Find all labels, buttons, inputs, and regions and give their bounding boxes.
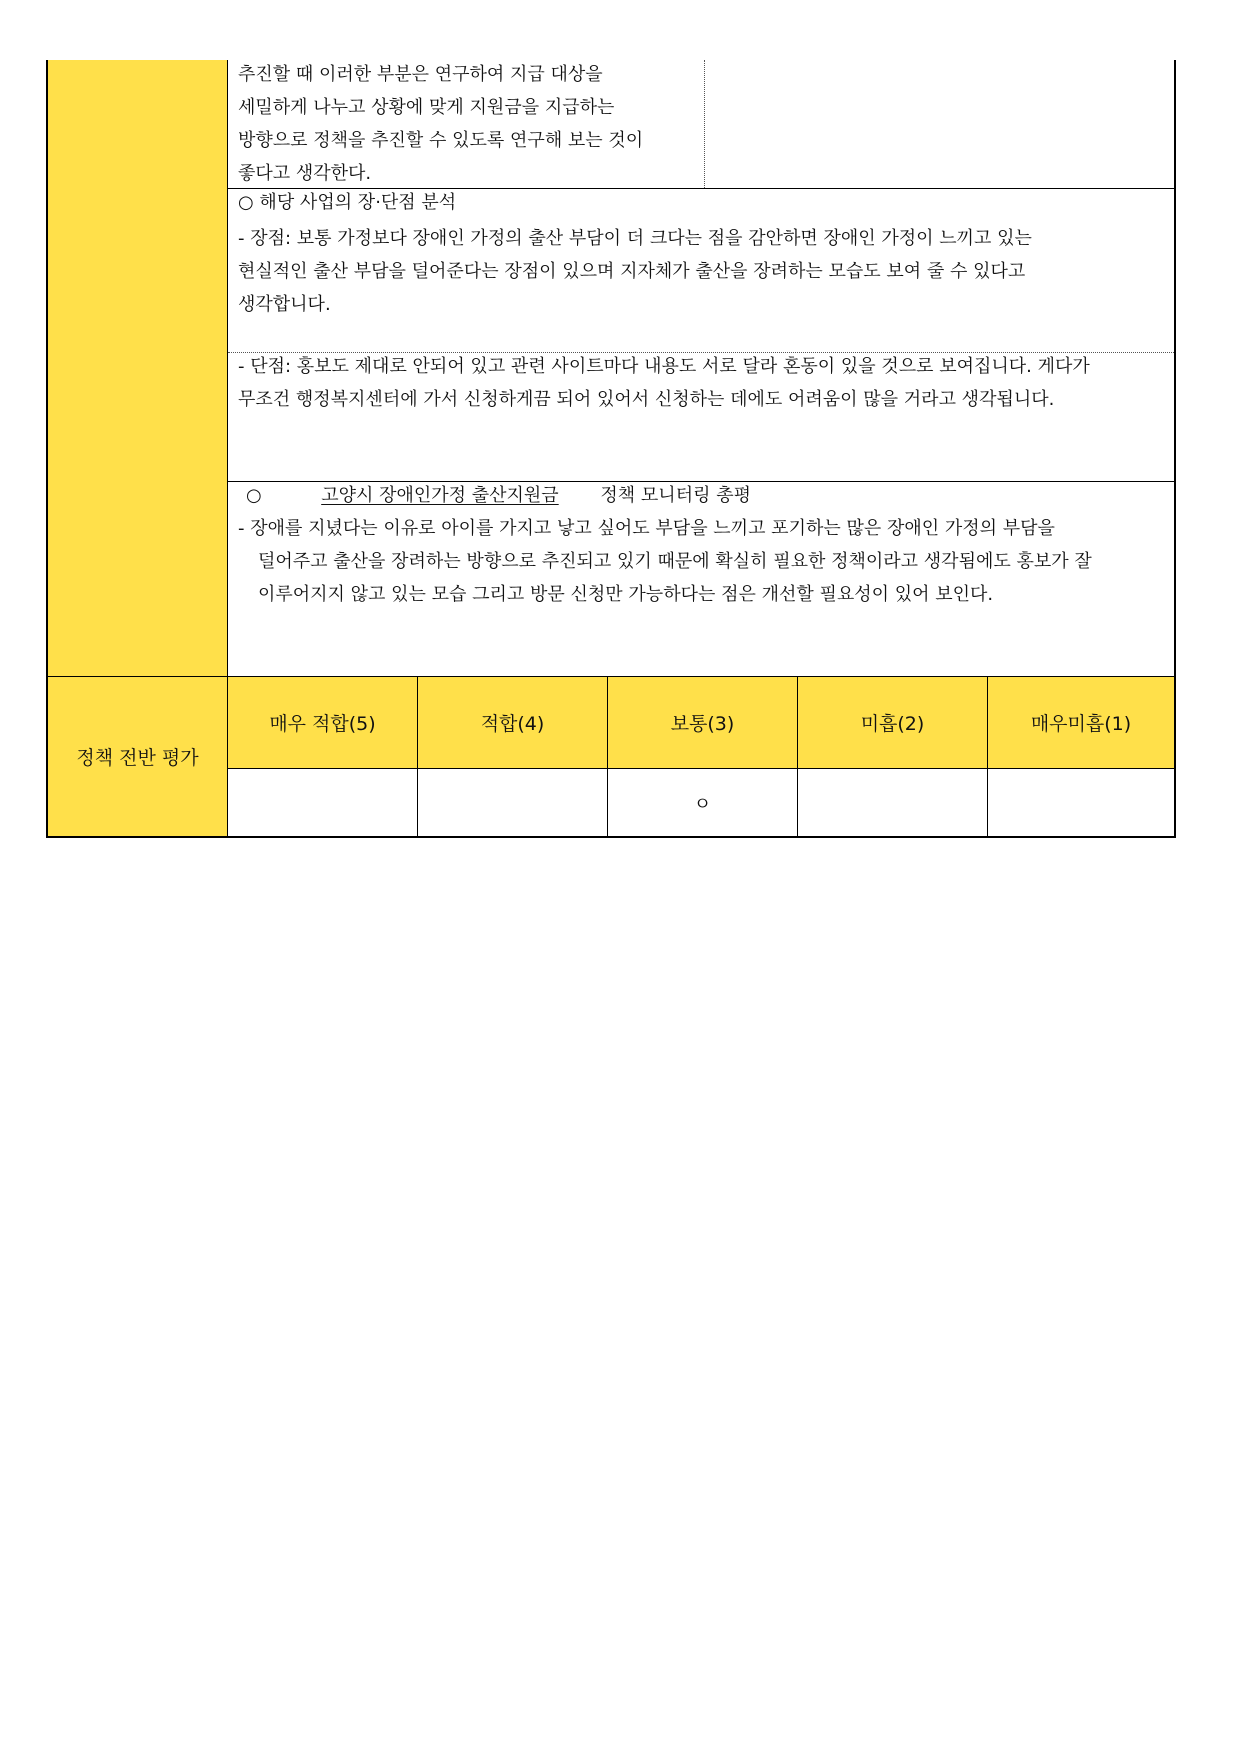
upper-text-line: 추진할 때 이러한 부분은 연구하여 지급 대상을 xyxy=(238,64,603,85)
review-heading xyxy=(246,479,751,512)
cons-line: - 단점: 홍보도 제대로 안되어 있고 관련 사이트마다 내용도 서로 달라 혼동이 있을 것으로 보여집니다. 게다가 xyxy=(238,356,1090,377)
rating-header: 매우 적합(5) xyxy=(228,676,418,768)
rating-cell-selected: ㅇ xyxy=(608,768,798,836)
rating-header: 매우미흡(1) xyxy=(988,676,1174,768)
pros-line: - 장점: 보통 가정보다 장애인 가정의 출산 부담이 더 크다는 점을 감안하면 장애인 가정이 느끼고 있는 xyxy=(238,228,1032,249)
rating-cell xyxy=(988,768,1174,836)
pros-line: 현실적인 출산 부담을 덜어준다는 장점이 있으며 지자체가 출산을 장려하는 모습도 보여 줄 수 있다고 xyxy=(238,261,1026,282)
pros-line: 생각합니다. xyxy=(238,294,331,315)
rating-header: 미흡(2) xyxy=(798,676,988,768)
upper-text-line: 좋다고 생각한다. xyxy=(238,163,372,184)
rating-header: 보통(3) xyxy=(608,676,798,768)
rating-cell xyxy=(418,768,608,836)
side-label-cell xyxy=(48,60,228,676)
rating-header: 적합(4) xyxy=(418,676,608,768)
evaluation-label: 정책 전반 평가 xyxy=(48,676,228,836)
review-line: 덜어주고 출산을 장려하는 방향으로 추진되고 있기 때문에 확실히 필요한 정책이라고 생각됨에도 홍보가 잘 xyxy=(258,551,1092,572)
upper-text-line: 세밀하게 나누고 상황에 맞게 지원금을 지급하는 xyxy=(238,97,615,118)
policy-evaluation-table xyxy=(46,60,1176,838)
review-line: 이루어지지 않고 있는 모습 그리고 방문 신청만 가능하다는 점은 개선할 필요성이 있어 보인다. xyxy=(258,584,994,605)
cons-line: 무조건 행정복지센터에 가서 신청하게끔 되어 있어서 신청하는 데에도 어려움이 많을 거라고 생각됩니다. xyxy=(238,389,1055,410)
review-heading-suffix: 정책 모니터링 총평 xyxy=(600,485,751,506)
rating-cell xyxy=(228,768,418,836)
policy-name: 고양시 장애인가정 출산지원금 xyxy=(321,485,559,506)
analysis-heading: ○ 해당 사업의 장·단점 분석 xyxy=(238,192,457,213)
upper-text-line: 방향으로 정책을 추진할 수 있도록 연구해 보는 것이 xyxy=(238,130,644,151)
review-bullet: ○ xyxy=(246,485,262,506)
rating-cell xyxy=(798,768,988,836)
review-line: - 장애를 지녔다는 이유로 아이를 가지고 낳고 싶어도 부담을 느끼고 포기하는 많은 장애인 가정의 부담을 xyxy=(238,518,1055,539)
column-divider xyxy=(704,60,705,188)
